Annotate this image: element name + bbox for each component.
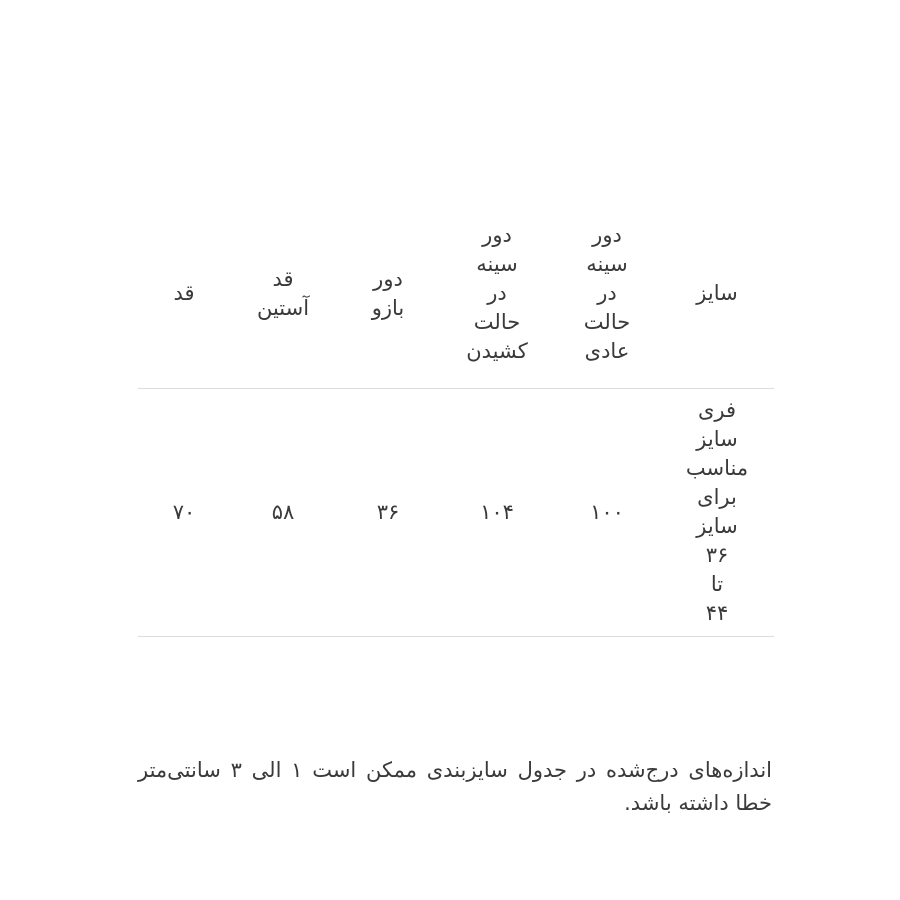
cell-chest-stretched: ۱۰۴ (440, 388, 554, 636)
size-footnote: اندازه‌های درج‌شده در جدول سایزبندی ممکن است ۱ الی ۳ سانتی‌متر خطا داشته باشد. (138, 758, 773, 815)
header-sleeve: قد آستین (230, 200, 336, 388)
table-header (138, 200, 774, 388)
header-chest-normal: دور سینه در حالت عادی (554, 200, 660, 388)
cell-chest-normal: ۱۰۰ (554, 388, 660, 636)
header-chest-stretched: دور سینه در حالت کشیدن (440, 200, 554, 388)
cell-length: ۷۰ (138, 388, 230, 636)
cell-sleeve: ۵۸ (230, 388, 336, 636)
cell-size: فری سایز مناسب برای سایز ۳۶ تا ۴۴ (660, 388, 774, 636)
header-arm: دور بازو (336, 200, 440, 388)
header-size: سایز (660, 200, 774, 388)
table-body (138, 388, 774, 636)
size-chart-table (138, 200, 774, 637)
table-row (138, 388, 774, 636)
header-row (138, 200, 774, 388)
header-length: قد (138, 200, 230, 388)
cell-arm: ۳۶ (336, 388, 440, 636)
